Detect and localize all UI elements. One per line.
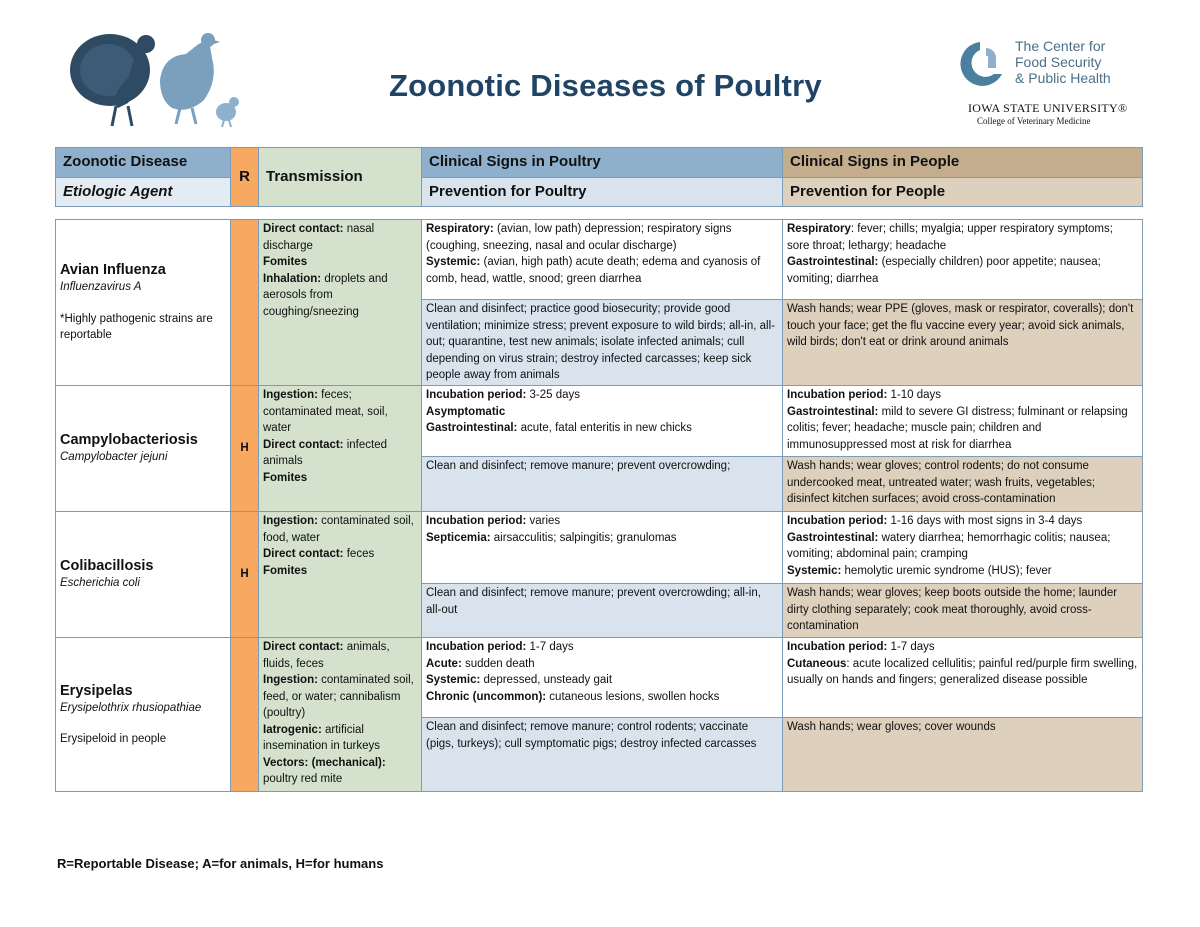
text-line: [263, 221, 417, 254]
reportable-cell: [231, 220, 259, 386]
text-line: [263, 546, 417, 563]
prevention-poultry-cell: Clean and disinfect; remove manure; prevent overcrowding; all-in, all-out: [422, 584, 783, 638]
page-title: Zoonotic Diseases of Poultry: [389, 68, 822, 103]
text-value: animals, fluids, feces: [263, 641, 390, 670]
text-label: Incubation period:: [787, 641, 888, 653]
header-signs-poultry: Clinical Signs in Poultry: [422, 148, 783, 178]
disease-note: *Highly pathogenic strains are reportable: [60, 312, 213, 342]
prevention-people-cell: Wash hands; wear gloves; keep boots outside the home; launder dirty clothing separately; cook meat thoroughly, avoid cross-contamination: [783, 584, 1143, 638]
text-value: airsacculitis; salpingitis; granulomas: [490, 531, 677, 544]
reportable-cell: [231, 638, 259, 792]
text-value: watery diarrhea; hemorrhagic colitis; nausea; vomiting; abdominal pain; cramping: [787, 531, 1111, 560]
text-value: poultry red mite: [263, 773, 343, 785]
text-line: [263, 387, 417, 437]
signs-people-cell: [783, 220, 1143, 300]
text-label: Asymptomatic: [426, 405, 506, 418]
footer-legend: R=Reportable Disease; A=for animals, H=for humans: [57, 856, 384, 871]
disease-name: Erysipelas: [60, 682, 133, 699]
disease-agent: Influenzavirus A: [60, 281, 142, 294]
text-value: 1-7 days: [526, 641, 574, 653]
text-label: Respiratory: [787, 223, 851, 235]
text-line: [426, 513, 778, 530]
org-name: [1015, 38, 1111, 86]
signs-people-cell: [783, 512, 1143, 584]
transmission-cell: [259, 220, 422, 386]
text-line: [426, 689, 778, 706]
disease-cell: [56, 386, 231, 512]
text-value: (avian, low path) depression; respiratory signs (coughing, sneezing, nasal and ocular discharge): [426, 223, 732, 252]
text-value: hemolytic uremic syndrome (HUS); fever: [841, 564, 1052, 577]
prevention-people-cell: Wash hands; wear gloves; cover wounds: [783, 718, 1143, 792]
header-table: [55, 147, 1143, 207]
header-agent: Etiologic Agent: [56, 178, 231, 207]
text-line: [787, 513, 1138, 530]
text-label: Incubation period:: [426, 641, 527, 653]
signs-poultry-cell: [422, 512, 783, 584]
text-value: depressed, unsteady gait: [480, 674, 613, 686]
prevention-people-cell: Wash hands; wear gloves; control rodents; do not consume undercooked meat, untreated water; wash fruits, vegetables; disinfect kitchen surfaces; avoid cross-contamination: [783, 457, 1143, 512]
text-value: (especially children) poor appetite; nausea; vomiting; diarrhea: [787, 256, 1101, 285]
text-label: Fomites: [263, 471, 308, 484]
text-value: 1-10 days: [887, 389, 942, 401]
text-value: cutaneous lesions, swollen hocks: [546, 690, 720, 703]
text-value: (avian, high path) acute death; edema and cyanosis of comb, head, wattle, snood; green diarrhea: [426, 256, 761, 285]
text-label: Gastrointestinal:: [787, 256, 879, 268]
disease-name: Campylobacteriosis: [60, 432, 198, 449]
text-line: [426, 254, 778, 287]
text-line: [426, 639, 778, 656]
text-label: Ingestion:: [263, 674, 318, 686]
prevention-people-cell: Wash hands; wear PPE (gloves, mask or respirator, coveralls); don't touch your face; get the flu vaccine every year; avoid sick animals, wild birds; don't eat or drink around animals: [783, 300, 1143, 386]
text-value: contaminated soil, food, water: [263, 515, 414, 544]
header-signs-people: Clinical Signs in People: [783, 148, 1143, 178]
text-line: [263, 672, 417, 722]
disease-name: Avian Influenza: [60, 262, 166, 279]
poultry-logo-icon: [68, 18, 248, 130]
header-r: R: [231, 148, 259, 207]
text-value: varies: [526, 515, 561, 527]
disease-table: [55, 219, 1143, 792]
text-label: Ingestion:: [263, 515, 318, 527]
text-line: [787, 530, 1138, 563]
text-label: Direct contact:: [263, 548, 344, 560]
text-line: [426, 672, 778, 689]
text-value: : fever; chills; myalgia; upper respiratory symptoms; sore throat; lethargy; headache: [787, 223, 1113, 252]
text-label: Septicemia:: [426, 531, 491, 544]
text-label: Gastrointestinal:: [787, 531, 879, 544]
text-line: [263, 513, 417, 546]
text-value: 3-25 days: [526, 389, 581, 401]
text-label: Ingestion:: [263, 389, 318, 401]
text-label: Vectors: (mechanical):: [263, 756, 386, 769]
text-line: [787, 656, 1138, 689]
university-name: IOWA STATE UNIVERSITY®: [968, 101, 1128, 115]
text-line: [263, 755, 417, 788]
text-label: Incubation period:: [787, 389, 888, 401]
disease-cell: [56, 220, 231, 386]
transmission-cell: [259, 512, 422, 638]
org-line-1: The Center for: [1015, 38, 1106, 54]
text-value: artificial insemination in turkeys: [263, 723, 380, 752]
text-line: [426, 656, 778, 673]
reportable-cell: H: [231, 386, 259, 512]
text-label: Inhalation:: [263, 272, 322, 285]
header-prev-people: Prevention for People: [783, 178, 1143, 207]
org-line-3: & Public Health: [1015, 70, 1111, 86]
text-line: [263, 563, 417, 580]
signs-poultry-cell: [422, 638, 783, 718]
text-value: droplets and aerosols from coughing/sneezing: [263, 272, 388, 318]
text-label: Cutaneous: [787, 657, 847, 670]
disease-note: Erysipeloid in people: [60, 733, 167, 745]
text-line: [787, 221, 1138, 254]
disease-cell: [56, 512, 231, 638]
text-label: Direct contact:: [263, 223, 344, 235]
reportable-cell: H: [231, 512, 259, 638]
org-line-2: Food Security: [1015, 54, 1102, 70]
text-label: Respiratory:: [426, 223, 494, 235]
signs-poultry-cell: [422, 386, 783, 457]
text-line: [787, 404, 1138, 454]
disease-name: Colibacillosis: [60, 558, 154, 575]
text-value: 1-7 days: [887, 641, 935, 653]
text-line: [787, 563, 1138, 580]
text-label: Systemic:: [426, 256, 481, 268]
text-label: Systemic:: [787, 564, 842, 577]
text-label: Acute:: [426, 657, 462, 670]
text-label: Gastrointestinal:: [787, 405, 879, 418]
text-line: [426, 530, 778, 547]
text-line: [263, 271, 417, 321]
prevention-poultry-cell: Clean and disinfect; remove manure; control rodents; vaccinate (pigs, turkeys); cull symptomatic pigs; destroy infected carcasses: [422, 718, 783, 792]
text-label: Incubation period:: [426, 389, 527, 401]
text-line: [426, 420, 778, 437]
text-value: sudden death: [461, 657, 535, 670]
text-value: nasal discharge: [263, 223, 375, 252]
text-line: [263, 722, 417, 755]
text-line: [787, 387, 1138, 404]
text-value: feces: [343, 548, 375, 560]
text-label: Direct contact:: [263, 641, 344, 653]
text-line: [263, 437, 417, 470]
text-value: mild to severe GI distress; fulminant or relapsing colitis; fever; headache; muscle pain; children and immunosuppressed most at risk for diarrhea: [787, 405, 1128, 451]
signs-people-cell: [783, 638, 1143, 718]
prevention-poultry-cell: Clean and disinfect; practice good biosecurity; provide good ventilation; minimize stress; prevent exposure to wild birds; all-in, all-out; quarantine, test new animals; isolate infected animals; cull depending on virus strain; destroy infected carcasses; keep sick people away from animals: [422, 300, 783, 386]
disease-cell: [56, 638, 231, 792]
text-label: Chronic (uncommon):: [426, 690, 547, 703]
text-label: Fomites: [263, 256, 308, 268]
text-label: Iatrogenic:: [263, 723, 322, 736]
text-line: [426, 221, 778, 254]
disease-agent: Erysipelothrix rhusiopathiae: [60, 701, 202, 714]
signs-poultry-cell: [422, 220, 783, 300]
text-value: 1-16 days with most signs in 3-4 days: [887, 515, 1083, 527]
text-line: [263, 254, 417, 271]
signs-people-cell: [783, 386, 1143, 457]
text-line: [426, 404, 778, 421]
college-name: College of Veterinary Medicine: [977, 116, 1091, 126]
header-transmission: Transmission: [259, 148, 422, 207]
text-line: [426, 387, 778, 404]
text-label: Fomites: [263, 564, 308, 577]
prevention-poultry-cell: Clean and disinfect; remove manure; prevent overcrowding;: [422, 457, 783, 512]
text-line: [263, 470, 417, 487]
transmission-cell: [259, 386, 422, 512]
text-label: Incubation period:: [787, 515, 888, 527]
text-value: contaminated soil, feed, or water; cannibalism (poultry): [263, 674, 414, 719]
text-line: [787, 639, 1138, 656]
text-value: acute, fatal enteritis in new chicks: [517, 422, 692, 434]
disease-agent: Campylobacter jejuni: [60, 451, 168, 464]
text-line: [263, 639, 417, 672]
header-prev-poultry: Prevention for Poultry: [422, 178, 783, 207]
text-label: Systemic:: [426, 674, 481, 686]
text-value: : acute localized cellulitis; painful red/purple firm swelling, usually on hands and fingers; generalized disease possible: [787, 657, 1138, 686]
disease-agent: Escherichia coli: [60, 577, 140, 590]
text-label: Gastrointestinal:: [426, 422, 518, 434]
text-line: [787, 254, 1138, 287]
text-label: Direct contact:: [263, 438, 344, 451]
text-value: infected animals: [263, 438, 388, 467]
header-disease: Zoonotic Disease: [56, 148, 231, 178]
transmission-cell: [259, 638, 422, 792]
text-value: feces; contaminated meat, soil, water: [263, 389, 388, 434]
text-label: Incubation period:: [426, 515, 527, 527]
